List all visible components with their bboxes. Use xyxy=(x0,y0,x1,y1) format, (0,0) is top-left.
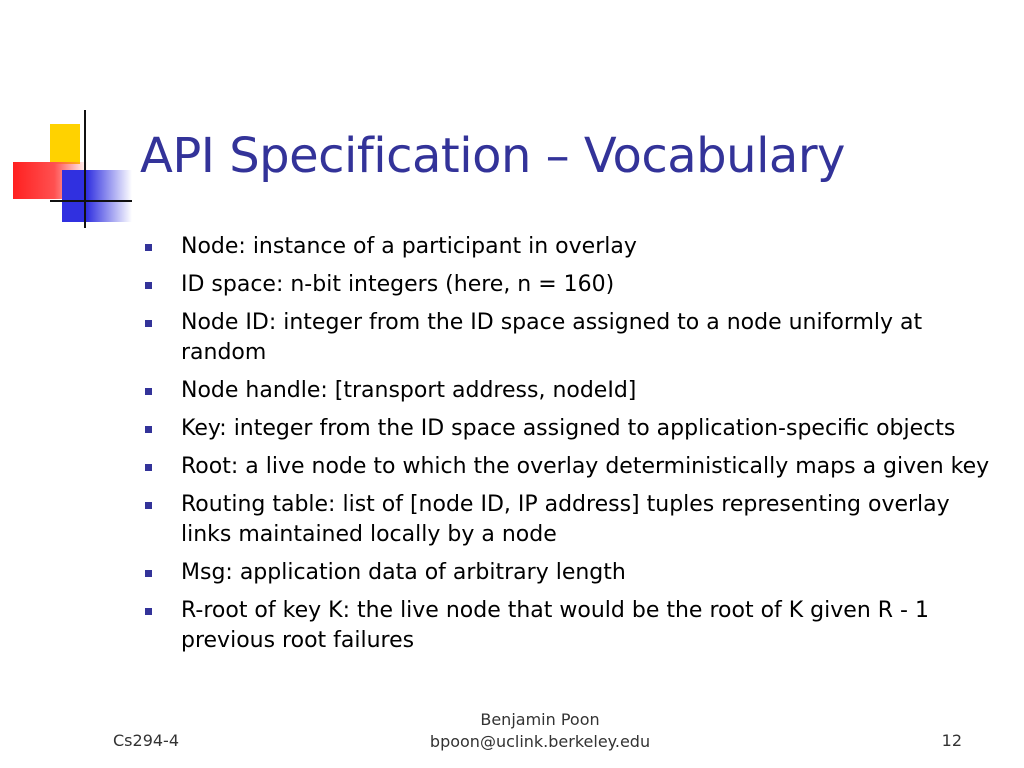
bullet-text: Node: instance of a participant in overlay xyxy=(181,234,637,259)
bullet-square-icon xyxy=(145,426,152,433)
list-item xyxy=(145,558,1005,588)
list-item xyxy=(145,596,1005,656)
list-item xyxy=(145,490,1005,550)
bullet-text: Msg: application data of arbitrary length xyxy=(181,560,626,585)
bullet-square-icon xyxy=(145,464,152,471)
footer-author: Benjamin Poon xyxy=(480,710,600,729)
slide-title: API Specification – Vocabulary xyxy=(140,128,845,184)
logo-horizontal-line xyxy=(50,200,132,202)
bullet-text: R-root of key K: the live node that would be the root of K given R - 1 previous root failures xyxy=(181,598,929,653)
list-item xyxy=(145,452,1005,482)
footer-email: bpoon@uclink.berkeley.edu xyxy=(429,732,651,751)
list-item xyxy=(145,376,1005,406)
list-item xyxy=(145,308,1005,368)
bullet-text: Root: a live node to which the overlay deterministically maps a given key xyxy=(181,454,990,479)
bullet-text: Node ID: integer from the ID space assigned to a node uniformly at random xyxy=(181,310,923,365)
bullet-square-icon xyxy=(145,244,152,251)
bullet-list xyxy=(145,232,1005,664)
bullet-square-icon xyxy=(145,608,152,615)
logo-blue-square xyxy=(62,170,132,222)
bullet-text: ID space: n-bit integers (here, n = 160) xyxy=(181,272,615,297)
list-item xyxy=(145,414,1005,444)
bullet-square-icon xyxy=(145,320,152,327)
bullet-square-icon xyxy=(145,282,152,289)
bullet-square-icon xyxy=(145,570,152,577)
footer-page-number: 12 xyxy=(941,731,962,750)
bullet-text: Node handle: [transport address, nodeId] xyxy=(181,378,637,403)
footer-course: Cs294-4 xyxy=(113,731,179,750)
slide-logo-decoration xyxy=(0,0,140,240)
logo-vertical-line xyxy=(84,110,86,228)
logo-yellow-square xyxy=(50,124,80,164)
bullet-text: Routing table: list of [node ID, IP address] tuples representing overlay links maintained locally by a node xyxy=(181,492,950,547)
list-item xyxy=(145,270,1005,300)
bullet-square-icon xyxy=(145,502,152,509)
footer-author-block xyxy=(390,709,690,753)
bullet-square-icon xyxy=(145,388,152,395)
list-item xyxy=(145,232,1005,262)
bullet-text: Key: integer from the ID space assigned to application-specific objects xyxy=(181,416,956,441)
